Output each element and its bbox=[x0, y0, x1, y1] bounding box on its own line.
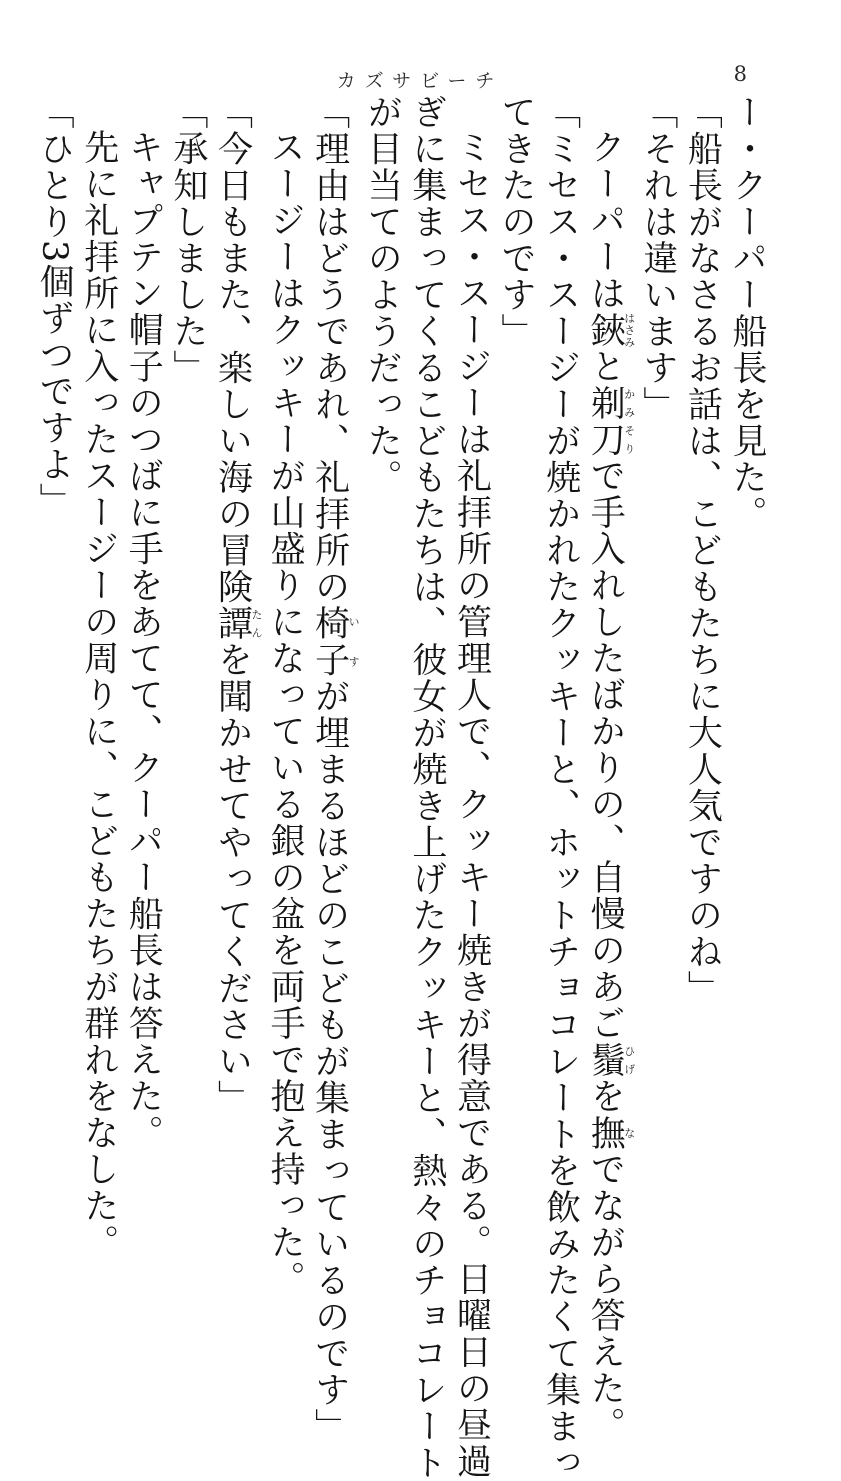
text-line bbox=[307, 94, 361, 1445]
ruby-base: 撫 bbox=[585, 1114, 626, 1151]
running-header-title: カズサビーチ bbox=[336, 70, 504, 92]
text-line: ぎに集まってくるこどもたちは、彼女が焼き上げたクッキーと、熱々のチョコレート bbox=[406, 94, 447, 1481]
text-line bbox=[210, 94, 263, 1154]
text-line: スージーはクッキーが山盛りになっている銀の盆を両手で抱え持った。 bbox=[265, 129, 306, 1297]
text-segment: が埋まるほどのこどもが集まっているのです」 bbox=[309, 678, 350, 1445]
text-line: 「ひとり3個ずつですよ」 bbox=[34, 94, 75, 520]
text-line: が目当てのようだった。 bbox=[362, 94, 403, 496]
text-line: ー・クーパー船長を見た。 bbox=[727, 94, 767, 532]
vertical-body-text bbox=[34, 94, 769, 1481]
text-segment: を bbox=[585, 1078, 626, 1115]
ruby-reading: いす bbox=[347, 605, 361, 678]
ruby-annotated-word bbox=[585, 384, 636, 458]
ruby-reading: はさみ bbox=[622, 311, 636, 348]
text-line: 「ミセス・スージーが焼かれたクッキーと、ホットチョコレートを飲みたくて集まっ bbox=[540, 94, 581, 1481]
ruby-reading: ひげ bbox=[622, 1041, 636, 1078]
text-line: 「承知しました」 bbox=[167, 94, 208, 386]
text-segment: 「今日もまた、楽しい海の冒険 bbox=[212, 94, 253, 605]
ruby-annotated-word bbox=[309, 605, 361, 678]
text-line: 「それは違います」 bbox=[637, 94, 678, 423]
text-line bbox=[583, 94, 636, 1443]
text-segment: と bbox=[585, 348, 626, 385]
ruby-base: 椅子 bbox=[309, 605, 350, 678]
ruby-base: 剃刀 bbox=[585, 384, 626, 458]
ruby-reading: な bbox=[622, 1114, 636, 1151]
text-segment: で手入れしたばかりの、自慢のあご bbox=[585, 457, 626, 1042]
text-line: キャプテン帽子のつばに手をあてて、クーパー船長は答えた。 bbox=[123, 129, 164, 1151]
ruby-annotated-word bbox=[585, 311, 636, 349]
page-number: 8 bbox=[733, 62, 747, 86]
ruby-annotated-word bbox=[212, 605, 263, 642]
ruby-base: 鋏 bbox=[585, 311, 626, 348]
text-line: てきたのです」 bbox=[496, 94, 537, 350]
ruby-annotated-word bbox=[585, 1114, 636, 1152]
ruby-base: 鬚 bbox=[585, 1041, 626, 1078]
text-segment: を聞かせてやってください」 bbox=[212, 641, 253, 1116]
text-line: 「船長がなさるお話は、こどもたちに大人気ですのね」 bbox=[682, 94, 723, 1007]
text-line: 先に礼拝所に入ったスージーの周りに、こどもたちが群れをなした。 bbox=[78, 129, 119, 1261]
ruby-reading: たん bbox=[249, 605, 263, 642]
ruby-annotated-word bbox=[585, 1041, 636, 1079]
text-segment: でながら答えた。 bbox=[585, 1151, 626, 1443]
ruby-reading: かみそり bbox=[622, 384, 636, 458]
text-segment: 「理由はどうであれ、礼拝所の bbox=[309, 94, 350, 605]
text-line: ミセス・スージーは礼拝所の管理人で、クッキー焼きが得意である。日曜日の昼過 bbox=[451, 129, 492, 1480]
ruby-base: 譚 bbox=[212, 605, 253, 642]
text-segment: クーパーは bbox=[585, 129, 626, 312]
